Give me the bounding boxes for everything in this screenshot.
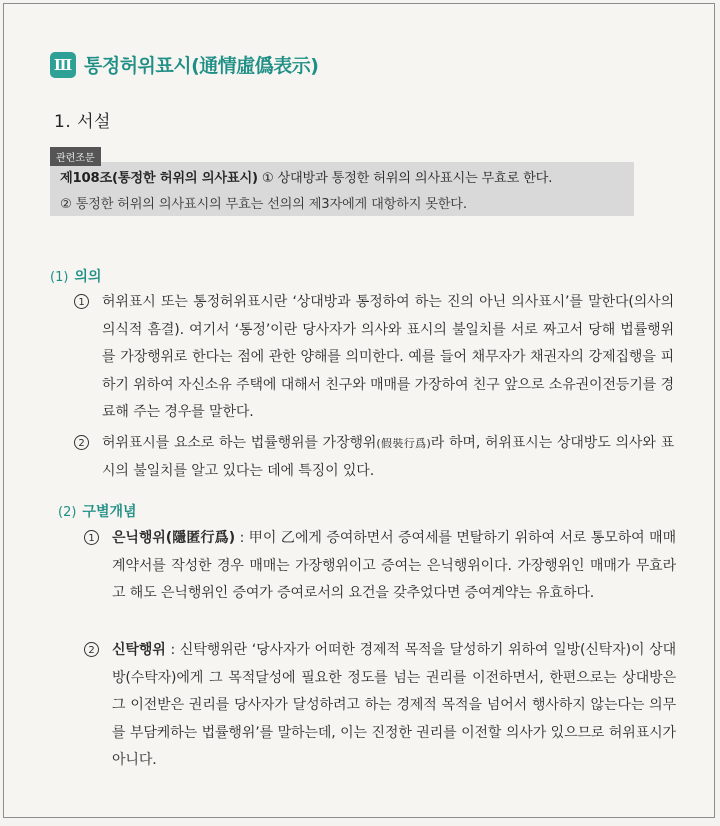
related-article-tag: 관련조문: [50, 147, 101, 166]
item-body: : 신탁행위란 ‘당사자가 어떠한 경제적 목적을 달성하기 위하여 일방(신탁자)이 상대방(수탁자)에게 그 목적달성에 필요한 정도를 넘는 권리를 이전하면서, 한편으로는 상대방은 그 이전받은 권리를 당사자가 달성하려고 하는 경제적 목적을 넘어서 행사하지 않는다는 의무를 부담케하는 법률행위’를 말하는데, 이는 진정한 권리를 이전할 의사가 있으므로 허위표시가 아니다.: [112, 642, 676, 768]
circled-number-marker: 2: [84, 642, 99, 657]
item-term: 신탁행위: [112, 642, 166, 658]
circled-number-marker: 1: [84, 530, 99, 545]
article-clause-1: ① 상대방과 통정한 허위의 의사표시는 무효로 한다.: [261, 171, 553, 186]
list-item: [74, 430, 674, 485]
item-text: [112, 637, 676, 775]
related-article-box: [50, 162, 634, 216]
subsection-title: 의의: [74, 269, 102, 285]
article-line-1: [60, 167, 552, 186]
item-text-before: 허위표시를 요소로 하는 법률행위를 가장행위: [102, 435, 377, 451]
subsection-title: 구별개념: [82, 504, 137, 520]
item-text-hanja: (假裝行爲): [376, 437, 431, 450]
list-item: [84, 525, 676, 608]
chapter-heading: [50, 51, 319, 78]
chapter-title: 통정허위표시(通情虛僞表示): [84, 55, 319, 77]
subsection-meaning-heading: [50, 266, 101, 286]
article-number: 제108조(통정한 허위의 의사표시): [60, 171, 258, 186]
subsection-distinction-heading: [58, 501, 137, 521]
article-clause-2: ② 통정한 허위의 의사표시의 무효는 선의의 제3자에게 대항하지 못한다.: [60, 197, 467, 212]
subsection-number: (1): [50, 270, 69, 285]
circled-number-marker: 1: [74, 294, 89, 309]
item-text: [112, 525, 676, 608]
item-text: 허위표시 또는 통정허위표시란 ‘상대방과 통정하여 하는 진의 아닌 의사표시’를 말한다(의사의 의식적 흠결). 여기서 ‘통정’이란 당사자가 의사와 표시의 불일치를 서로 짜고서 당해 법률행위를 가장행위로 한다는 점에 관한 양해를 의미한다. 예를 들어 채무자가 채권자의 강제집행을 피하기 위하여 자신소유 주택에 대해서 친구와 매매를 가장하여 친구 앞으로 소유권이전등기를 경료해 주는 경우를 말한다.: [102, 294, 674, 420]
document-page: [3, 3, 715, 818]
item-text-after: 라 하며, 허위표시는 상대방도 의사와 표시의 불일치를 알고 있다는 데에 특징이 있다.: [102, 435, 674, 479]
item-body: : 甲이 乙에게 증여하면서 증여세를 면탈하기 위하여 서로 통모하여 매매계약서를 작성한 경우 매매는 가장행위이고 증여는 은닉행위이다. 가장행위인 매매가 무효라고 해도 은닉행위인 증여가 증여로서의 요건을 갖추었다면 증여계약는 유효하다.: [112, 530, 676, 601]
item-term: 은닉행위(隱匿行爲): [112, 530, 235, 546]
list-item: [84, 637, 676, 775]
list-item: [74, 289, 674, 427]
item-text: [102, 430, 674, 485]
subsection-number: (2): [58, 505, 77, 520]
circled-number-marker: 2: [74, 435, 89, 450]
chapter-number-badge: Ⅲ: [50, 52, 76, 78]
section-title: 1. 서설: [54, 112, 111, 132]
